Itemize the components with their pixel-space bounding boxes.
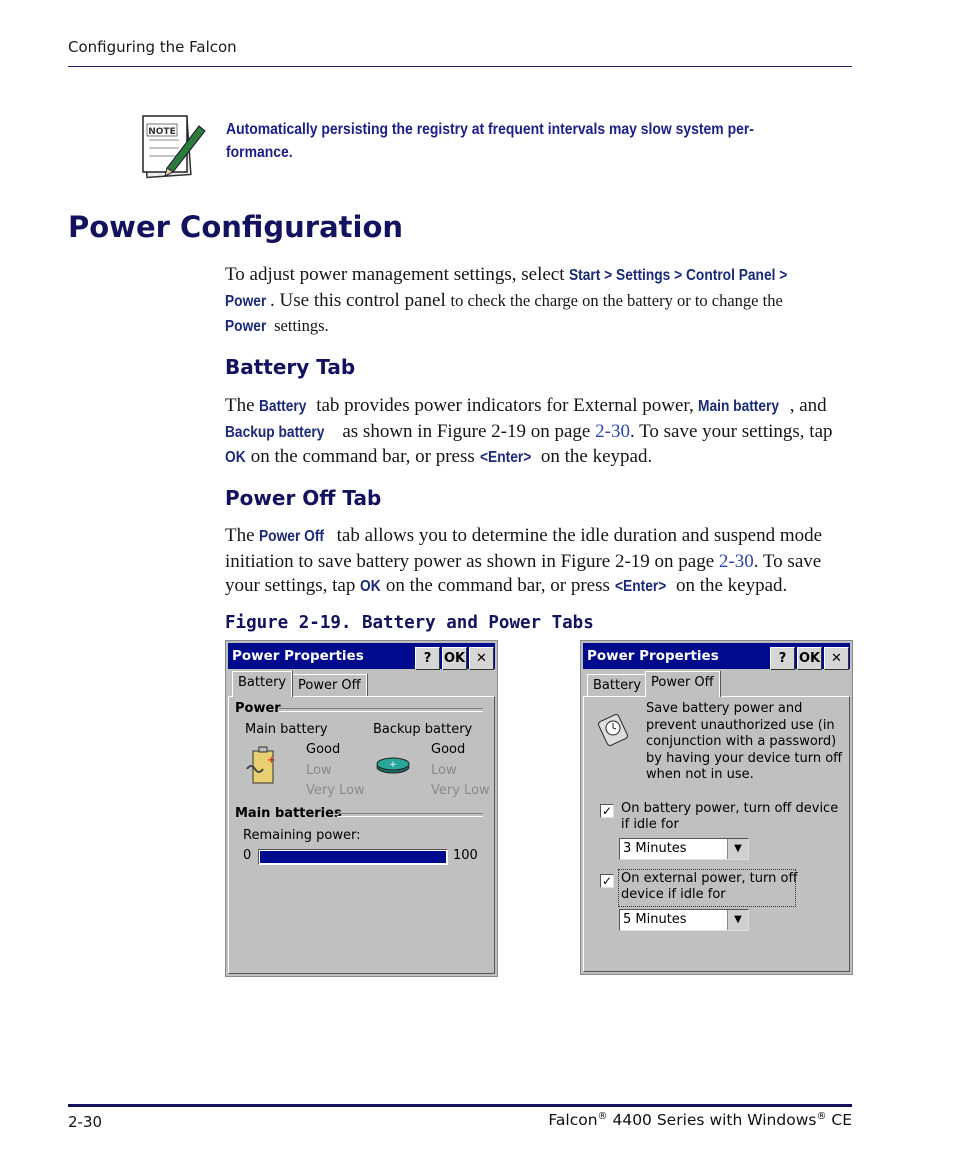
footer-rule	[68, 1104, 852, 1107]
external-idle-select[interactable]	[619, 909, 749, 931]
note-text	[226, 118, 829, 164]
clock-power-icon	[596, 711, 632, 747]
intro-paragraph	[225, 263, 855, 340]
power-off-tab-paragraph	[225, 524, 855, 600]
remaining-power-label: Remaining power:	[243, 828, 361, 843]
footer-product	[548, 1111, 852, 1129]
label-line: if idle for	[621, 817, 679, 832]
main-very-low: Very Low	[306, 783, 365, 798]
help-button[interactable]: ?	[415, 647, 440, 670]
text: tab allows you to determine the idle duration and suspend mode	[331, 525, 823, 546]
backup-battery-label: Backup battery	[373, 722, 473, 737]
tab-panel	[583, 696, 850, 972]
chevron-down-icon[interactable]: ▼	[727, 839, 748, 859]
text: To adjust power management settings, select	[225, 264, 570, 285]
svg-text:+: +	[389, 760, 397, 770]
ui-path-label: Power	[225, 292, 267, 310]
battery-tab-paragraph	[225, 394, 855, 471]
power-off-screenshot	[580, 640, 853, 975]
backup-low: Low	[431, 763, 457, 778]
ui-label: Power Off	[259, 528, 325, 545]
progress-min-label: 0	[243, 848, 252, 863]
power-off-description	[646, 701, 842, 784]
tab-panel	[228, 696, 495, 974]
page-number: 2-30	[68, 1113, 103, 1131]
tab-power-off[interactable]: Power Off	[292, 674, 367, 697]
figure-caption: Figure 2-19. Battery and Power Tabs	[225, 613, 594, 633]
svg-text:+: +	[267, 755, 276, 766]
select-value: 5 Minutes	[623, 912, 687, 927]
check-mark-icon: ✓	[601, 874, 613, 888]
help-button[interactable]: ?	[770, 647, 795, 670]
ui-label: Main battery	[698, 398, 780, 415]
progress-max-label: 100	[453, 848, 478, 863]
page-link[interactable]: 2-30	[595, 420, 630, 442]
note-line-1: Automatically persisting the registry at frequent intervals may slow system per-	[226, 121, 754, 138]
desc-line: prevent unauthorized use (in	[646, 717, 835, 733]
chevron-down-icon[interactable]: ▼	[727, 910, 748, 930]
group-divider	[279, 708, 483, 712]
text: on the command bar, or press	[246, 446, 480, 467]
label-line: On battery power, turn off device	[621, 801, 839, 816]
main-low: Low	[306, 763, 332, 778]
tab-battery[interactable]: Battery	[232, 671, 292, 697]
battery-idle-label	[621, 801, 838, 833]
tab-battery[interactable]: Battery	[587, 674, 647, 697]
page-link[interactable]: 2-30	[718, 550, 754, 572]
ui-key-label: <Enter>	[479, 449, 531, 466]
text: as shown in Figure 2-19 on page	[337, 420, 596, 442]
battery-screenshot	[225, 640, 498, 977]
label-line: device if idle for	[621, 887, 726, 902]
tab-power-off[interactable]: Power Off	[645, 671, 720, 697]
desc-line: by having your device turn off	[646, 750, 843, 766]
window-title: Power Properties	[232, 648, 364, 664]
text: The	[225, 395, 260, 416]
text: tab provides power indicators for External power,	[311, 395, 699, 416]
backup-very-low: Very Low	[431, 783, 490, 798]
text: . To save	[753, 550, 822, 572]
registered-mark: ®	[597, 1111, 608, 1122]
window-titlebar	[583, 643, 850, 669]
ui-label: Power	[225, 318, 267, 335]
running-header: Configuring the Falcon	[68, 38, 237, 56]
note-pencil-icon	[141, 110, 207, 180]
group-divider	[337, 813, 483, 817]
window-titlebar	[228, 643, 495, 669]
tab-strip	[583, 671, 850, 697]
main-good: Good	[306, 742, 341, 757]
text: on the keypad.	[536, 446, 653, 467]
product-tail: 4400 Series with Windows	[607, 1111, 817, 1130]
text: initiation to save battery power as shown in Figure 2-19 on page	[225, 550, 719, 572]
ok-button[interactable]: OK	[797, 647, 822, 670]
battery-idle-checkbox[interactable]	[600, 804, 614, 818]
text: , and	[789, 395, 827, 416]
main-battery-label: Main battery	[245, 722, 328, 737]
desc-line: Save battery power and	[646, 701, 803, 716]
text: on the command bar, or press	[381, 575, 615, 596]
header-rule	[68, 66, 852, 67]
select-value: 3 Minutes	[623, 841, 687, 856]
os-name: CE	[826, 1111, 852, 1130]
external-idle-label	[621, 871, 797, 903]
ui-path-label: Start > Settings > Control Panel >	[569, 267, 788, 284]
power-off-tab-heading: Power Off Tab	[225, 486, 382, 510]
desc-line: conjunction with a password)	[646, 734, 837, 749]
text: your settings, tap	[225, 575, 361, 596]
external-idle-checkbox[interactable]	[600, 874, 614, 888]
ui-label: Backup battery	[225, 423, 325, 441]
ui-label: OK	[360, 578, 381, 595]
ok-button[interactable]: OK	[442, 647, 467, 670]
backup-battery-icon	[375, 754, 411, 776]
backup-good: Good	[431, 742, 466, 757]
battery-idle-select[interactable]	[619, 838, 749, 860]
desc-line: when not in use.	[646, 767, 754, 782]
text: settings.	[270, 316, 329, 335]
window-title: Power Properties	[587, 648, 719, 664]
text: . Use this control panel	[270, 289, 451, 311]
registered-mark: ®	[816, 1111, 827, 1122]
label-line: On external power, turn off	[621, 871, 798, 886]
text: . To save your settings, tap	[629, 420, 833, 442]
remaining-power-fill	[260, 851, 446, 863]
remaining-power-bar	[258, 849, 448, 865]
group-power-label: Power	[235, 701, 281, 716]
text: on the keypad.	[671, 575, 788, 596]
close-button[interactable]: ✕	[469, 647, 494, 670]
close-button[interactable]: ✕	[824, 647, 849, 670]
product-name: Falcon	[548, 1111, 598, 1130]
note-line-2: formance.	[226, 144, 293, 161]
ui-label: OK	[225, 449, 246, 466]
text: to check the charge on the battery or to change the	[450, 290, 783, 310]
battery-tab-heading: Battery Tab	[225, 355, 356, 379]
check-mark-icon: ✓	[601, 804, 613, 818]
tab-strip	[228, 671, 495, 697]
section-title: Power Configuration	[68, 210, 404, 244]
ui-label: Battery	[259, 398, 307, 415]
group-main-batteries-label: Main batteries	[235, 806, 342, 821]
main-battery-icon	[245, 745, 281, 787]
svg-text:NOTE: NOTE	[148, 127, 176, 137]
text: The	[225, 525, 260, 546]
ui-key-label: <Enter>	[614, 578, 666, 595]
